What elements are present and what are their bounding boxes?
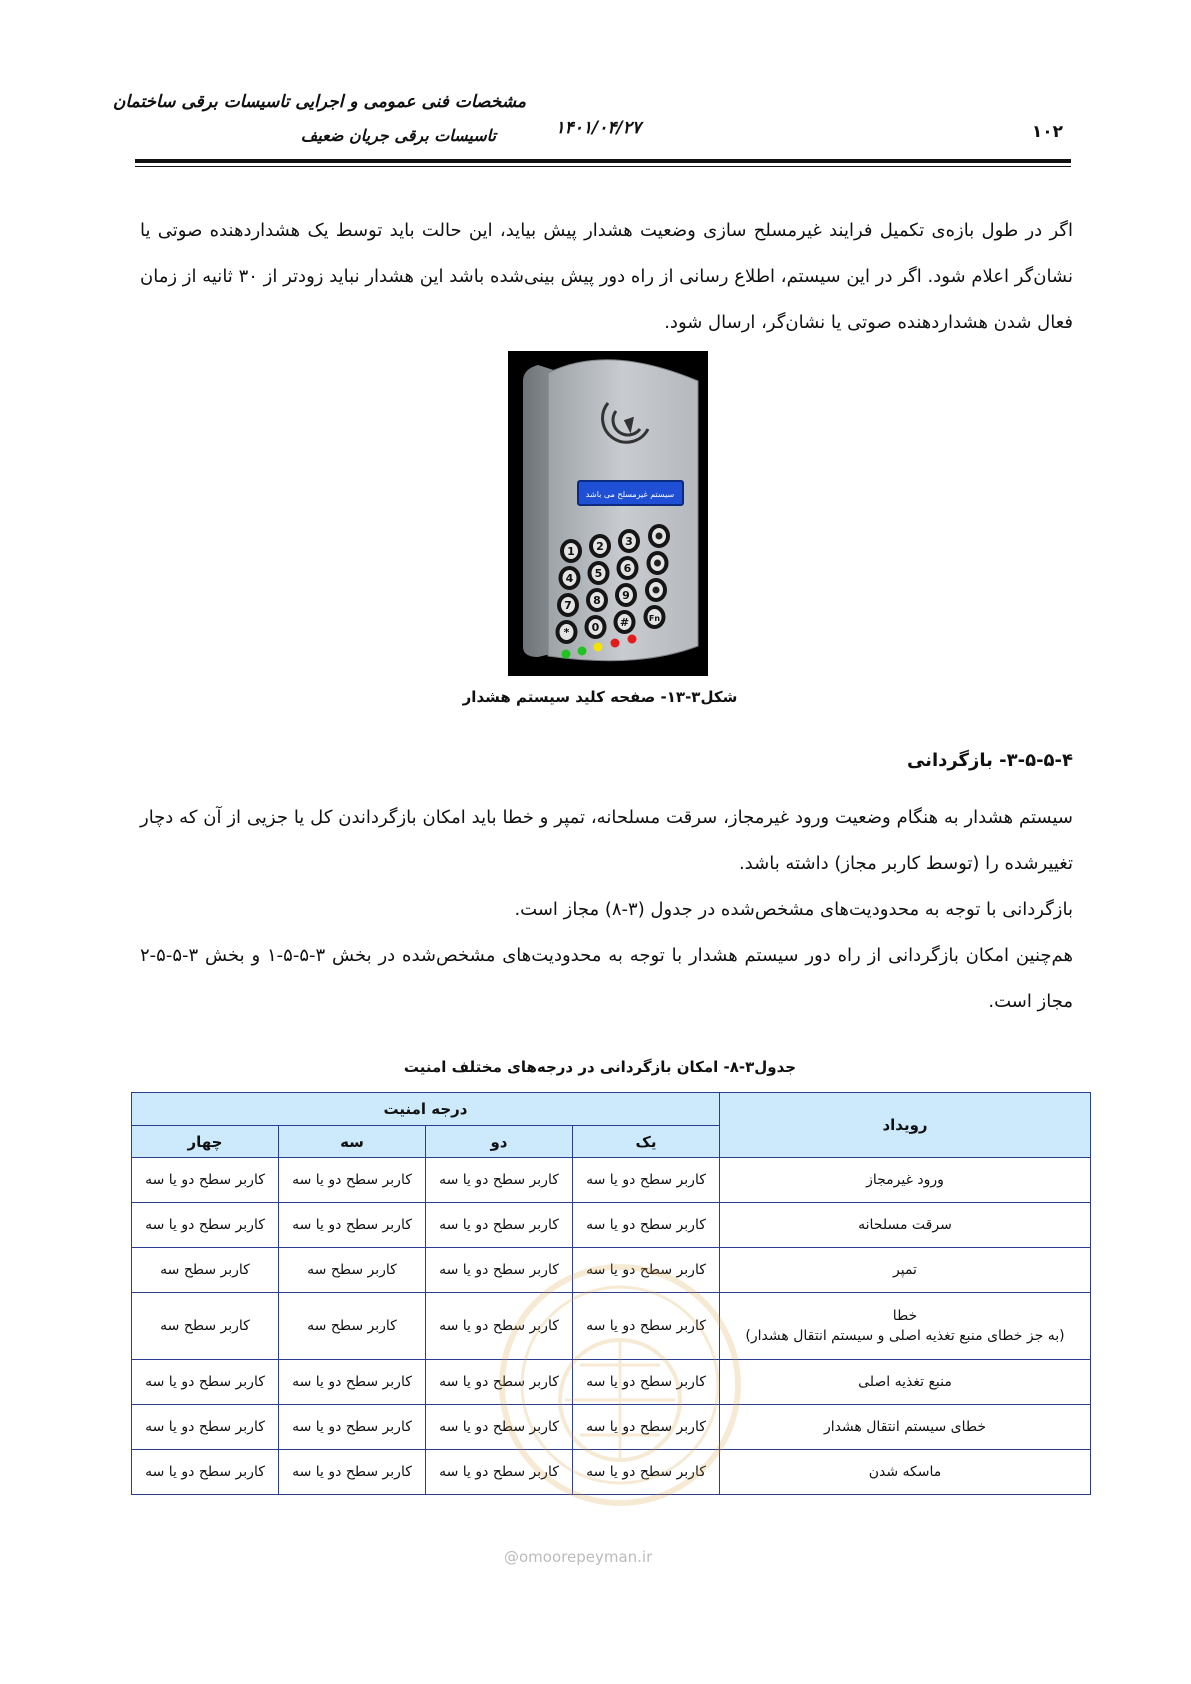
restore-table (131, 1092, 1091, 1495)
keypad-key-label: * (563, 626, 570, 639)
table-cell: کاربر سطح دو یا سه (426, 1293, 573, 1360)
level-header: دو (426, 1126, 573, 1158)
keypad-key (647, 551, 669, 575)
status-led (562, 650, 571, 659)
keypad-key (586, 588, 608, 612)
table-cell: کاربر سطح دو یا سه (426, 1450, 573, 1495)
lcd-text: سیستم غیرمسلح می باشد (585, 490, 675, 499)
level-header: سه (279, 1126, 426, 1158)
table-cell: کاربر سطح دو یا سه (426, 1248, 573, 1293)
section-paragraph: هم‌چنین امکان بازگردانی از راه دور سیستم هشدار با توجه به محدودیت‌های مشخص‌شده در بخش ۳-۵-۵-۱ و بخش ۳-۵-۵-۲ مجاز است. (140, 945, 1073, 1012)
keypad-key (559, 566, 581, 590)
table-cell: کاربر سطح دو یا سه (573, 1248, 720, 1293)
table-caption: جدول۳-۸- امکان بازگردانی در درجه‌های مختلف امنیت (403, 1058, 797, 1076)
keypad-key-label: 0 (591, 621, 600, 634)
table-cell: کاربر سطح دو یا سه (279, 1158, 426, 1203)
watermark-text: @omoorepeyman.ir (504, 1548, 653, 1566)
keypad-figure (508, 351, 708, 676)
status-led (578, 647, 587, 656)
table-row (132, 1248, 1091, 1293)
table-cell: کاربر سطح دو یا سه (573, 1405, 720, 1450)
table-row (132, 1293, 1091, 1360)
keypad-illustration (508, 351, 708, 676)
table-cell: کاربر سطح دو یا سه (573, 1158, 720, 1203)
table-cell: کاربر سطح دو یا سه (279, 1405, 426, 1450)
event-cell: ماسکه شدن (720, 1450, 1091, 1495)
document-title: مشخصات فنی عمومی و اجرایی تاسیسات برقی ساختمان (112, 92, 526, 112)
keypad-key-label: 8 (593, 594, 601, 607)
table-header-row (132, 1093, 1091, 1126)
table-cell: کاربر سطح دو یا سه (426, 1360, 573, 1405)
level-header: یک (573, 1126, 720, 1158)
event-cell (720, 1293, 1091, 1360)
keypad-key-label: # (619, 616, 630, 629)
keypad-key-label: 6 (623, 562, 632, 575)
section-heading: ۳-۵-۵-۴- بازگردانی (906, 750, 1073, 771)
event-cell: سرقت مسلحانه (720, 1203, 1091, 1248)
table-cell: کاربر سطح دو یا سه (279, 1450, 426, 1495)
lock-icon (656, 533, 663, 540)
document-date: ۱۴۰۱/۰۴/۲۷ (555, 118, 641, 138)
table-cell: کاربر سطح دو یا سه (573, 1203, 720, 1248)
keypad-key (648, 524, 670, 548)
event-note: (به جز خطای منبع تغذیه اصلی و سیستم انتقال هشدار) (745, 1328, 1065, 1344)
keypad-key (615, 583, 637, 607)
section-body (140, 795, 1073, 1025)
keypad-key (618, 529, 640, 553)
level-header: چهار (132, 1126, 279, 1158)
section-paragraph: بازگردانی با توجه به محدودیت‌های مشخص‌شده در جدول (۳-۸) مجاز است. (514, 899, 1073, 920)
table-cell: کاربر سطح دو یا سه (573, 1293, 720, 1360)
table-cell: کاربر سطح دو یا سه (279, 1360, 426, 1405)
keypad-key-label: 9 (622, 589, 630, 602)
keypad-key-label: 4 (565, 572, 574, 585)
table-cell: کاربر سطح دو یا سه (573, 1450, 720, 1495)
security-grade-header: درجه امنیت (132, 1093, 720, 1126)
keypad-key-label: 1 (567, 545, 575, 558)
keypad-key (585, 615, 607, 639)
event-cell: ورود غیرمجاز (720, 1158, 1091, 1203)
intro-paragraph: اگر در طول بازه‌ی تکمیل فرایند غیرمسلح سازی وضعیت هشدار پیش بیاید، این حالت باید توسط یک هشداردهنده صوتی یا نشان‌گر اعلام شود. اگر در این سیستم، اطلاع رسانی از راه دور پیش بینی‌شده باشد این هشدار نباید زودتر از ۳۰ ثانیه از زمان فعال شدن هشداردهنده صوتی یا نشان‌گر، ارسال شود. (140, 220, 1074, 333)
table-row (132, 1405, 1091, 1450)
keypad-key (617, 556, 639, 580)
table-cell: کاربر سطح دو یا سه (279, 1203, 426, 1248)
table-cell: کاربر سطح سه (132, 1248, 279, 1293)
status-led (611, 639, 620, 648)
event-header: رویداد (720, 1093, 1091, 1158)
table-row (132, 1360, 1091, 1405)
gear-icon (653, 587, 660, 594)
keypad-key-label: 3 (625, 535, 633, 548)
keypad-key-label: 7 (564, 599, 572, 612)
header-rule-thin (135, 166, 1071, 167)
table-cell: کاربر سطح دو یا سه (132, 1450, 279, 1495)
moon-icon (654, 560, 661, 567)
table-cell: کاربر سطح دو یا سه (426, 1158, 573, 1203)
table-cell: کاربر سطح دو یا سه (573, 1360, 720, 1405)
table-cell: کاربر سطح دو یا سه (132, 1158, 279, 1203)
keypad-key (589, 534, 611, 558)
table-cell: کاربر سطح سه (132, 1293, 279, 1360)
document-subtitle: تاسیسات برقی جریان ضعیف (300, 126, 496, 145)
table-cell: کاربر سطح دو یا سه (132, 1405, 279, 1450)
table-row (132, 1158, 1091, 1203)
keypad-key (614, 610, 636, 634)
figure-caption: شکل۳-۱۳- صفحه کلید سیستم هشدار (462, 688, 738, 706)
header-rule-thick (135, 159, 1071, 163)
keypad-key-label: 2 (596, 540, 604, 553)
keypad-key (556, 620, 578, 644)
table-cell: کاربر سطح دو یا سه (426, 1203, 573, 1248)
keypad-key (645, 578, 667, 602)
table-cell: کاربر سطح سه (279, 1293, 426, 1360)
table-cell: کاربر سطح دو یا سه (426, 1405, 573, 1450)
keypad-key (588, 561, 610, 585)
table-cell: کاربر سطح دو یا سه (132, 1360, 279, 1405)
page-header (112, 80, 1071, 170)
keypad-key-label: Fn (648, 614, 661, 623)
table-cell: کاربر سطح سه (279, 1248, 426, 1293)
table-row (132, 1450, 1091, 1495)
table-cell: کاربر سطح دو یا سه (132, 1203, 279, 1248)
status-led (628, 635, 637, 644)
keypad-key (560, 539, 582, 563)
page-number: ۱۰۲ (1031, 122, 1063, 142)
event-cell: تمپر (720, 1248, 1091, 1293)
section-paragraph: سیستم هشدار به هنگام وضعیت ورود غیرمجاز، سرقت مسلحانه، تمپر و خطا باید امکان بازگرداندن کل یا جزیی از آن که دچار تغییرشده را (توسط کاربر مجاز) داشته باشد. (140, 807, 1073, 874)
keypad-key-label: 5 (594, 567, 603, 580)
keypad-key (557, 593, 579, 617)
status-led (594, 643, 603, 652)
keypad-key (644, 605, 666, 629)
table-row (132, 1203, 1091, 1248)
event-cell: خطای سیستم انتقال هشدار (720, 1405, 1091, 1450)
event-cell: منبع تغذیه اصلی (720, 1360, 1091, 1405)
event-label: خطا (892, 1308, 918, 1324)
